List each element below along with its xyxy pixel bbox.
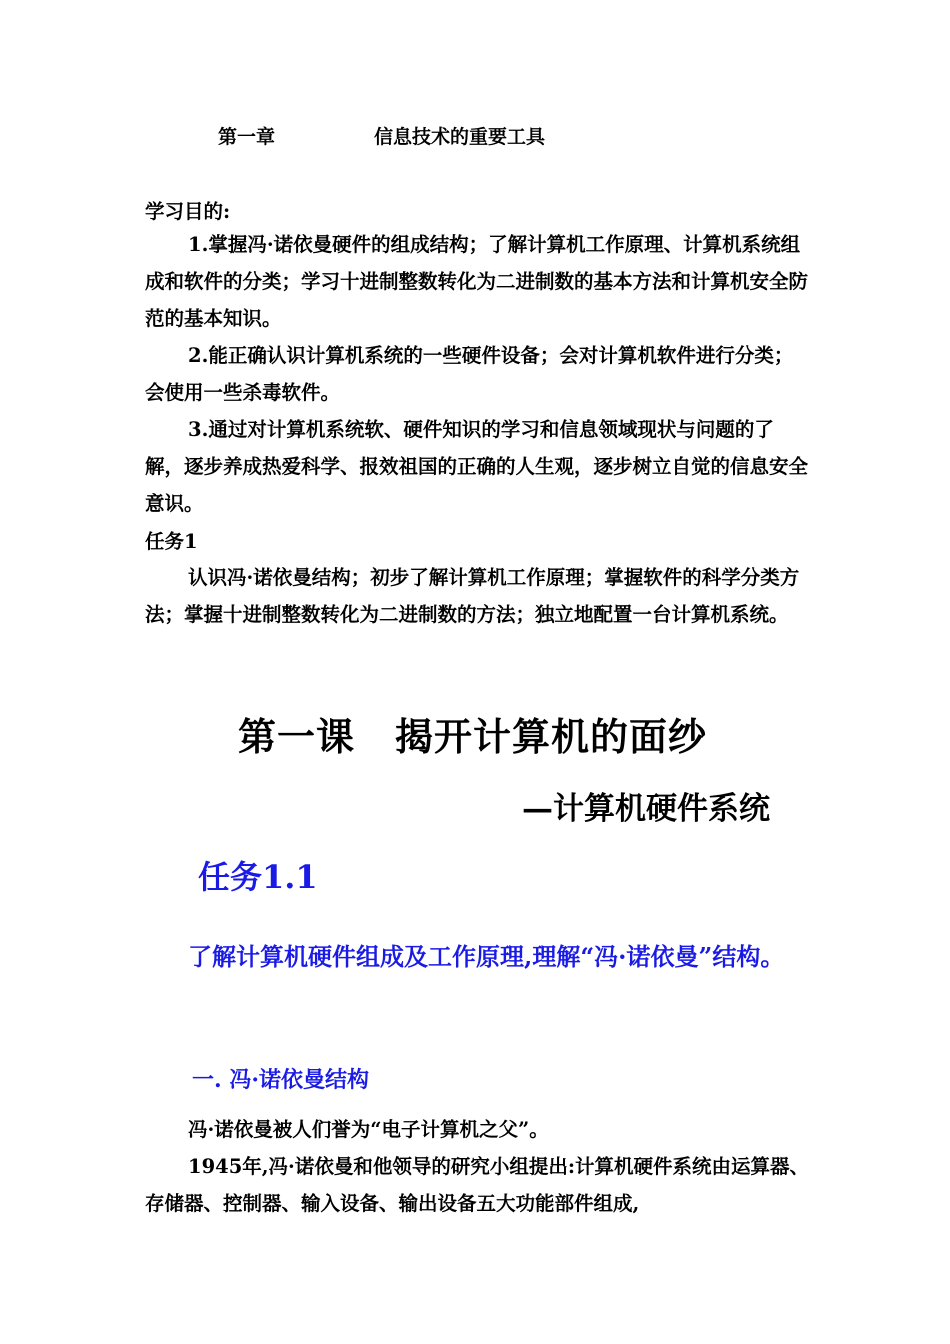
lesson-label: 第一课 [238, 714, 356, 759]
objective-item-3: 3.通过对计算机系统软、硬件知识的学习和信息领域现状与问题的了解，逐步养成热爱科学、报效祖国的正确的人生观，逐步树立自觉的信息安全意识。 [145, 418, 809, 515]
task-1-1-heading: 任务1.1 [198, 858, 318, 896]
lesson-subtitle: —计算机硬件系统 [522, 791, 770, 827]
objectives-heading: 学习目的: [145, 200, 231, 223]
task-heading: 任务1 [145, 530, 198, 553]
chapter-title: 信息技术的重要工具 [374, 126, 546, 148]
lesson-title [238, 706, 707, 761]
objective-item-1: 1.掌握冯·诺依曼硬件的组成结构；了解计算机工作原理、计算机系统组成和软件的分类；学习十进制整数转化为二进制数的基本方法和计算机安全防范的基本知识。 [145, 233, 809, 330]
lesson-name: 揭开计算机的面纱 [395, 714, 708, 759]
task-text: 认识冯·诺依曼结构；初步了解计算机工作原理；掌握软件的科学分类方法；掌握十进制整数转化为二进制数的方法；独立地配置一台计算机系统。 [145, 566, 800, 626]
task-1-1-description: 了解计算机硬件组成及工作原理,理解“冯·诺依曼”结构。 [188, 942, 785, 971]
section-paragraph-2: 1945年,冯·诺依曼和他领导的研究小组提出:计算机硬件系统由运算器、存储器、控制器、输入设备、输出设备五大功能部件组成, [145, 1155, 810, 1215]
chapter-heading [218, 122, 546, 149]
section-paragraph-1: 冯·诺依曼被人们誉为“电子计算机之父”。 [188, 1118, 549, 1141]
chapter-label: 第一章 [218, 126, 276, 148]
section-heading: 一. 冯·诺依曼结构 [192, 1067, 369, 1093]
objective-item-2: 2.能正确认识计算机系统的一些硬件设备；会对计算机软件进行分类；会使用一些杀毒软件。 [145, 344, 794, 404]
